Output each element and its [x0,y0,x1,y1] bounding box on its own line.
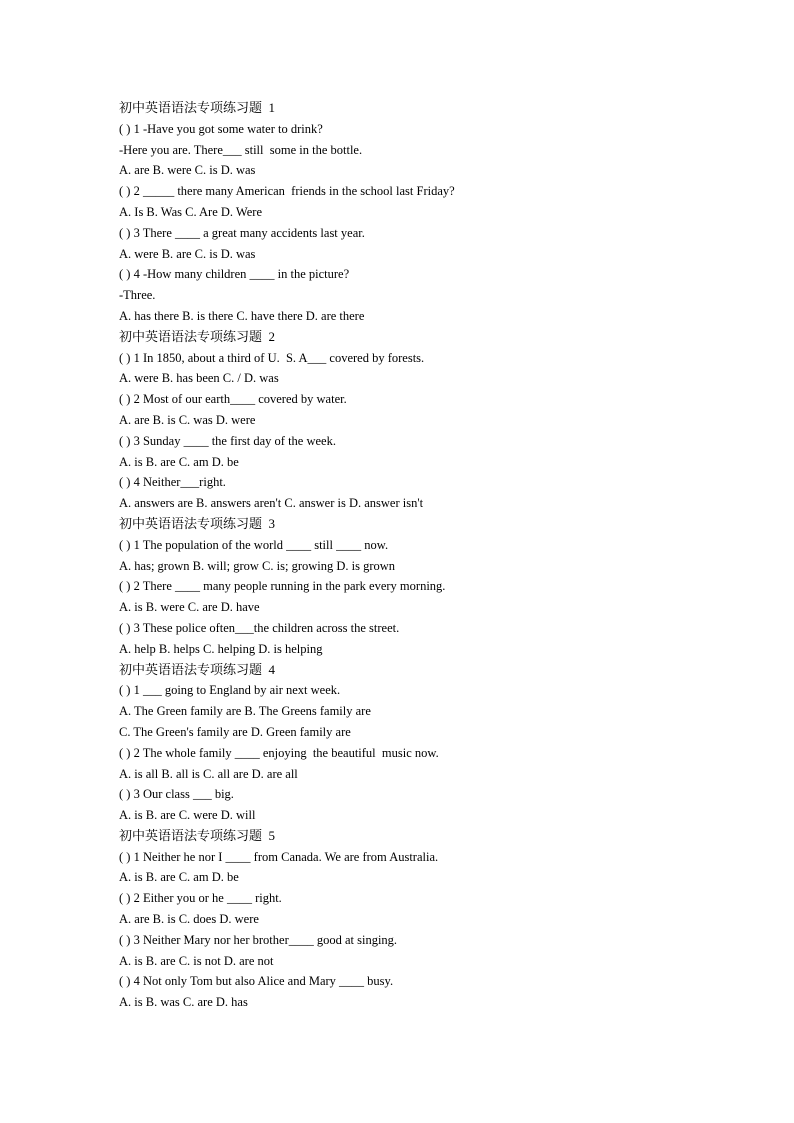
question-line: ( ) 2 The whole family ____ enjoying the beautiful music now. [119,745,439,760]
options-line: A. is B. are C. is not D. are not [119,953,274,968]
options-line: A. were B. are C. is D. was [119,246,256,261]
question-line: ( ) 2 There ____ many people running in the park every morning. [119,579,446,594]
options-line: A. Is B. Was C. Are D. Were [119,204,262,219]
exercise-section [119,98,739,327]
options-line: A. is B. were C. are D. have [119,600,260,615]
question-line: ( ) 1 ___ going to England by air next week. [119,683,341,698]
options-line: A. is B. are C. am D. be [119,870,239,885]
exercise-section [119,826,739,1013]
question-line: ( ) 3 Sunday ____ the first day of the week. [119,433,336,448]
question-line: ( ) 1 The population of the world ____ still ____ now. [119,537,389,552]
dialogue-line: -Here you are. There___ still some in the bottle. [119,142,363,157]
question-line: ( ) 2 Most of our earth____ covered by water. [119,392,347,407]
question-line: ( ) 4 Not only Tom but also Alice and Mary ____ busy. [119,974,394,989]
section-title: 初中英语语法专项练习题 1 [119,100,276,115]
section-title: 初中英语语法专项练习题 4 [119,661,276,677]
question-line: ( ) 3 Neither Mary nor her brother____ good at singing. [119,932,398,947]
options-line: A. is B. was C. are D. has [119,995,248,1010]
question-line: ( ) 1 -Have you got some water to drink? [119,121,323,136]
question-line: ( ) 1 Neither he nor I ____ from Canada. We are from Australia. [119,849,439,864]
options-line: A. is B. are C. am D. be [119,454,239,469]
options-line: C. The Green's family are D. Green family are [119,724,351,739]
section-title: 初中英语语法专项练习题 2 [119,328,276,344]
options-line: A. has; grown B. will; grow C. is; growing D. is grown [119,558,396,573]
options-line: A. has there B. is there C. have there D. are there [119,308,365,323]
options-line: A. answers are B. answers aren't C. answer is D. answer isn't [119,496,424,511]
question-line: ( ) 1 In 1850, about a third of U. S. A___ covered by forests. [119,350,425,365]
options-line: A. are B. is C. does D. were [119,912,259,927]
question-line: ( ) 3 There ____ a great many accidents last year. [119,225,365,240]
options-line: A. are B. were C. is D. was [119,163,256,178]
section-title: 初中英语语法专项练习题 5 [119,827,276,843]
question-line: ( ) 2 _____ there many American friends in the school last Friday? [119,184,455,199]
dialogue-line: -Three. [119,288,156,303]
options-line: A. The Green family are B. The Greens family are [119,704,371,719]
question-line: ( ) 3 Our class ___ big. [119,787,234,802]
options-line: A. are B. is C. was D. were [119,412,256,427]
options-line: A. were B. has been C. / D. was [119,371,279,386]
exercise-section [119,514,739,660]
question-line: ( ) 2 Either you or he ____ right. [119,891,282,906]
exercise-section [119,327,739,514]
section-title: 初中英语语法专项练习题 3 [119,515,276,531]
options-line: A. is all B. all is C. all are D. are all [119,766,298,781]
document-body [119,98,739,1013]
question-line: ( ) 4 Neither___right. [119,475,226,490]
question-line: ( ) 4 -How many children ____ in the picture? [119,267,350,282]
exercise-section [119,660,739,826]
options-line: A. is B. are C. were D. will [119,808,256,823]
question-line: ( ) 3 These police often___the children across the street. [119,620,400,635]
options-line: A. help B. helps C. helping D. is helping [119,641,323,656]
